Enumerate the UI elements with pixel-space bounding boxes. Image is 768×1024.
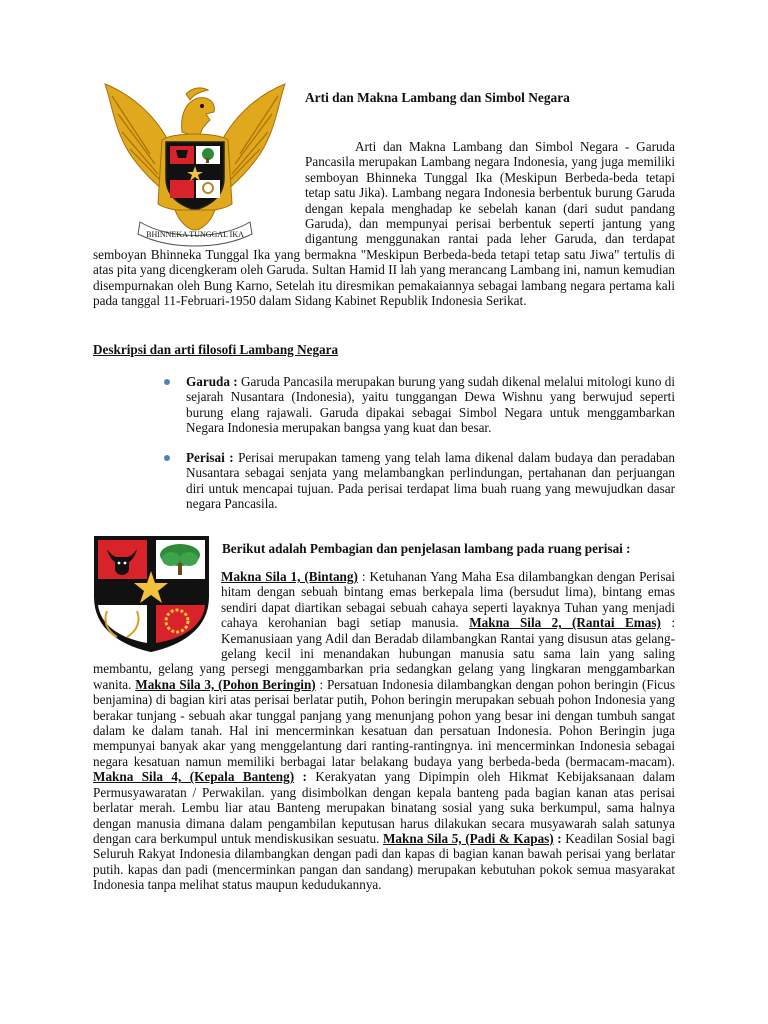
ribbon-text: BHINNEKA TUNGGAL IKA [146,230,244,239]
sila-1-text: : Ketuhanan Yang Maha Esa dilambangkan dengan Perisai hitam dengan sebuah bintang emas berkepala lima (bersudut lima), bintang emas sendiri dapat diartikan sebagai sebuah cahaya seperti layaknya Tuhan yang menjadi cahaya kerohanian bagi setiap manusia. [221,569,675,631]
bullet-label: Perisai : [186,450,234,465]
bullet-text: Garuda Pancasila merupakan burung yang sudah dikenal melalui mitologi kuno di sejarah Nusantara (Indonesia), yaitu tunggangan Dewa Wishnu yang berwujud seperti burung elang rajawali. Garuda dipakai sebagai Simbol Negara untuk menggambarkan Negara Indonesia merupakan bangsa yang kuat dan besar. [186,374,676,436]
bullet-garuda [186,374,675,436]
sila-3-label: Makna Sila 3, (Pohon Beringin) [135,676,316,692]
sila-2-text: : Kemanusiaan yang Adil dan Beradab dilambangkan Rantai yang disusun atas gelang-gelang kecil ini menandakan hubungan manusia satu sama lain yang saling membantu, gelang yang persegi menggambarkan pria sedangkan gelang yang lingkaran menggambarkan wanita. [93,615,675,692]
sila-1-label: Makna Sila 1, (Bintang) [221,569,358,584]
sila-2-label: Makna Sila 2, (Rantai Emas) [469,615,661,631]
bullet-label: Garuda : [186,374,238,389]
section-heading: Deskripsi dan arti filosofi Lambang Negara [93,342,339,357]
intro-paragraph [93,139,675,308]
bullet-perisai [186,450,675,512]
sila-paragraph [93,569,675,893]
sub-heading: Berikut adalah Pembagian dan penjelasan lambang pada ruang perisai : [222,541,631,556]
intro-text: Arti dan Makna Lambang dan Simbol Negara - Garuda Pancasila merupakan Lambang negara Indonesia, yang juga memiliki semboyan Bhinneka Tunggal Ika (Meskipun Berbeda-beda tetapi tetap satu Jika). Lambang negara Indonesia berbentuk burung Garuda dengan kepala menghadap ke sebelah kanan (dari sudut pandang Garuda), dan mempunyai perisai berbentuk seperti jantung yang digantung menggunakan rantai pada leher Garuda, dan terdapat semboyan Bhinneka Tunggal Ika yang bermakna "Meskipun Berbeda-beda tetapi tetap satu Jiwa" tertulis di atas pita yang dicengkeram oleh Garuda. Sultan Hamid II lah yang merancang Lambang ini, namun kemudian disempurnakan oleh Bung Karno, Setelah itu diresmikan pemakaiannya sebagai lambang negara pertama kali pada tanggal 11-Februari-1950 dalam Sidang Kabinet Republik Indonesia Serikat. [93,139,675,309]
sila-4-text: Kerakyatan yang Dipimpin oleh Hikmat Kebijaksanaan dalam Permusyawaratan / Perwakilan. yang disimbolkan dengan kepala banteng pada bagian kanan atas perisai berlatar merah. Lembu liar atau Banteng merupakan binatang sosial yang suka berkumpul, sama halnya dengan manusia dimana dalam pengambilan keputusan harus dilakukan secara musyawarah salah satunya dengan cara berkumpul untuk mendiskusikan sesuatu. [93,769,675,846]
bullet-dot [164,379,170,385]
bullet-text: Perisai merupakan tameng yang telah lama dikenal dalam budaya dan peradaban Nusantara sebagai senjata yang melambangkan perlindungan, pertahanan dan perjuangan diri untuk mencapai tujuan. Pada perisai terdapat lima buah ruang yang mewujudkan dasar negara Pancasila. [186,450,675,512]
sila-3-text: : Persatuan Indonesia dilambangkan dengan pohon beringin (Ficus benjamina) di bagian kiri atas perisai berlatar putih, Pohon beringin merupakan sebuah pohon Indonesia yang berakar tunjang - sebuah akar tunggal panjang yang menunjang pohon yang besar ini dengan tumbuh sangat dalam ke dalam tanah. Hal ini mencerminkan kesatuan dan persatuan Indonesia. Pohon Beringin juga mempunyai banyak akar yang menggelantung dari ranting-rantingnya. ini mencerminkan Indonesia sebagai negara kesatuan namun memiliki berbagai latar belakang budaya yang berbeda-beda (bermacam-macam). [93,676,675,769]
sila-5-label: Makna Sila 5, (Padi & Kapas) [382,830,554,846]
garuda-head [182,88,215,138]
sila-4-label: Makna Sila 4, (Kepala Banteng) [93,769,295,785]
sila-4-separator: : [294,769,307,785]
page-title: Arti dan Makna Lambang dan Simbol Negara [305,90,570,105]
bullet-dot [164,455,170,461]
sila-5-separator: : [553,830,562,846]
sila-5-text: Keadilan Sosial bagi Seluruh Rakyat Indonesia dilambangkan dengan padi dan kapas di bagian kanan bawah perisai yang berlatar putih. kapas dan padi (mencerminkan pangan dan sandang) merupakan kebutuhan pokok semua masyarakat Indonesia tanpa melihat status maupun kedudukannya. [93,830,675,893]
